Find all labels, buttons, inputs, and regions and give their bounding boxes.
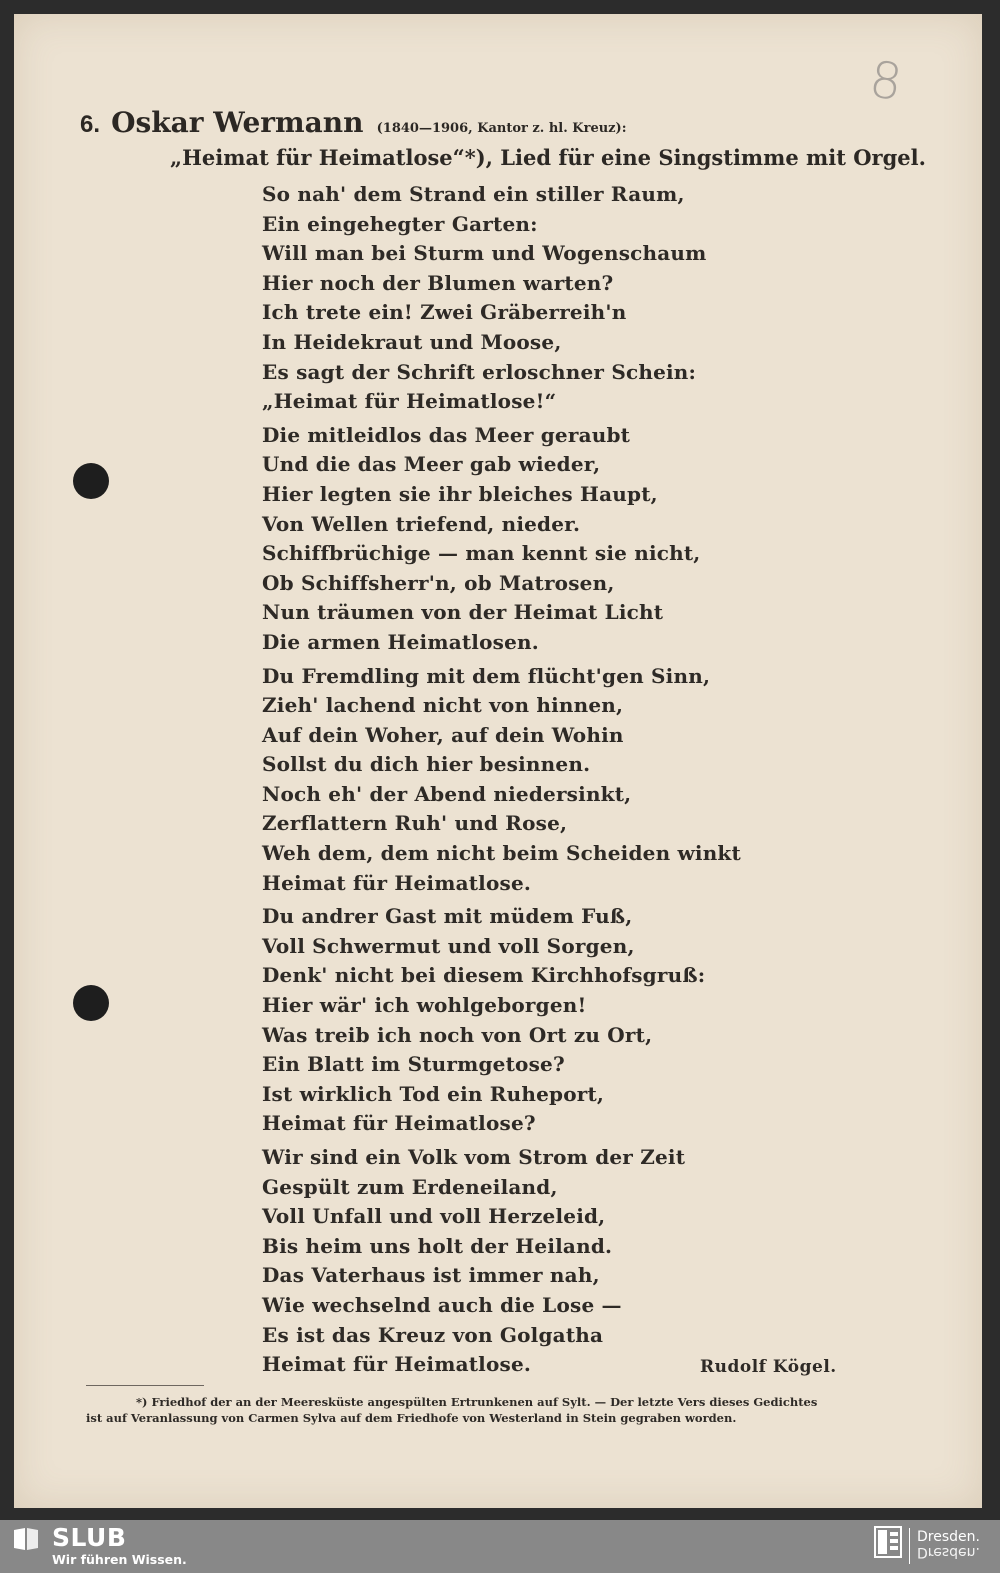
poem-line: Wie wechselnd auch die Lose —: [262, 1292, 622, 1317]
slub-tagline: Wir führen Wissen.: [52, 1552, 187, 1567]
footnote: [86, 1394, 906, 1426]
poem-line: Ist wirklich Tod ein Ruheport,: [262, 1081, 605, 1106]
poem-line: Heimat für Heimatlose.: [262, 1352, 532, 1377]
poem-text: [262, 180, 762, 1384]
poem-line: Bis heim uns holt der Heiland.: [262, 1233, 613, 1258]
section-number: 6.: [80, 111, 101, 138]
poem-line: Hier legten sie ihr bleiches Haupt,: [262, 481, 658, 506]
composer-name: Oskar Wermann: [111, 106, 364, 139]
poem-line: Ob Schiffsherr'n, ob Matrosen,: [262, 570, 615, 595]
poem-line: Und die das Meer gab wieder,: [262, 452, 601, 477]
poem-line: Was treib ich noch von Ort zu Ort,: [262, 1022, 653, 1047]
poem-line: Du andrer Gast mit müdem Fuß,: [262, 904, 633, 929]
poem-line: Von Wellen triefend, nieder.: [262, 511, 581, 536]
poem-line: Du Fremdling mit dem flücht'gen Sinn,: [262, 663, 711, 688]
viewer-footer-bar: [0, 1520, 1000, 1573]
poem-line: Die armen Heimatlosen.: [262, 629, 539, 654]
poem-line: Auf dein Woher, auf dein Wohin: [262, 722, 624, 747]
poem-line: Nun träumen von der Heimat Licht: [262, 600, 664, 625]
poem-line: Wir sind ein Volk vom Strom der Zeit: [262, 1145, 686, 1169]
footnote-divider: [86, 1385, 204, 1386]
stanza: [262, 1143, 762, 1380]
slub-book-icon[interactable]: [12, 1526, 40, 1552]
poem-line: Noch eh' der Abend niedersinkt,: [262, 781, 632, 806]
handwritten-page-number: 8: [866, 50, 906, 112]
poem-line: Will man bei Sturm und Wogenschaum: [262, 241, 707, 266]
poem-line: Ich trete ein! Zwei Gräberreih'n: [262, 300, 627, 325]
poem-line: Sollst du dich hier besinnen.: [262, 752, 591, 777]
poem-line: Hier noch der Blumen warten?: [262, 270, 614, 295]
poem-line: So nah' dem Strand ein stiller Raum,: [262, 182, 685, 206]
song-title: „Heimat für Heimatlose“*), Lied für eine Singstimme mit Orgel.: [170, 145, 926, 170]
poem-line: Es sagt der Schrift erloschner Schein:: [262, 359, 697, 384]
poem-line: Zerflattern Ruh' und Rose,: [262, 811, 568, 836]
poem-line: Voll Unfall und voll Herzeleid,: [262, 1204, 606, 1229]
dresden-crest-icon: [874, 1526, 902, 1558]
punch-hole-icon: [73, 463, 109, 499]
composer-dates: (1840—1906, Kantor z. hl. Kreuz):: [376, 121, 627, 136]
stanza: [262, 421, 762, 658]
footer-divider: [909, 1528, 910, 1564]
poem-line: Weh dem, dem nicht beim Scheiden winkt: [262, 841, 741, 866]
punch-hole-icon: [73, 985, 109, 1021]
poem-line: Heimat für Heimatlose.: [262, 870, 532, 895]
poem-line: Denk' nicht bei diesem Kirchhofsgruß:: [262, 963, 706, 988]
stanza: [262, 662, 762, 899]
stanza: [262, 902, 762, 1139]
poem-line: Voll Schwermut und voll Sorgen,: [262, 933, 635, 958]
poem-author: Rudolf Kögel.: [700, 1357, 837, 1377]
poem-line: Ein eingehegter Garten:: [262, 211, 538, 236]
poem-line: Gespült zum Erdeneiland,: [262, 1174, 558, 1199]
footnote-line: ist auf Veranlassung von Carmen Sylva auf dem Friedhofe von Westerland in Stein gegraben worden.: [86, 1411, 737, 1425]
slub-brand[interactable]: SLUB: [52, 1523, 127, 1552]
poem-line: Das Vaterhaus ist immer nah,: [262, 1263, 600, 1288]
poem-line: Ein Blatt im Sturmgetose?: [262, 1052, 565, 1077]
poem-line: In Heidekraut und Moose,: [262, 329, 562, 354]
poem-line: Schiffbrüchige — man kennt sie nicht,: [262, 541, 701, 566]
footnote-line: *) Friedhof der an der Meeresküste angespülten Ertrunkenen auf Sylt. — Der letzte Vers dieses Gedichtes: [136, 1395, 818, 1409]
poem-line: Hier wär' ich wohlgeborgen!: [262, 993, 587, 1018]
poem-line: Heimat für Heimatlose?: [262, 1111, 536, 1136]
section-heading: [80, 106, 627, 139]
poem-line: „Heimat für Heimatlose!“: [262, 389, 557, 414]
stanza: [262, 180, 762, 417]
poem-line: Die mitleidlos das Meer geraubt: [262, 422, 631, 447]
dresden-wordmark-reflection: Dresden.: [917, 1544, 980, 1560]
poem-line: Zieh' lachend nicht von hinnen,: [262, 693, 624, 718]
dresden-wordmark: Dresden.: [917, 1529, 980, 1545]
poem-line: Es ist das Kreuz von Golgatha: [262, 1322, 604, 1347]
